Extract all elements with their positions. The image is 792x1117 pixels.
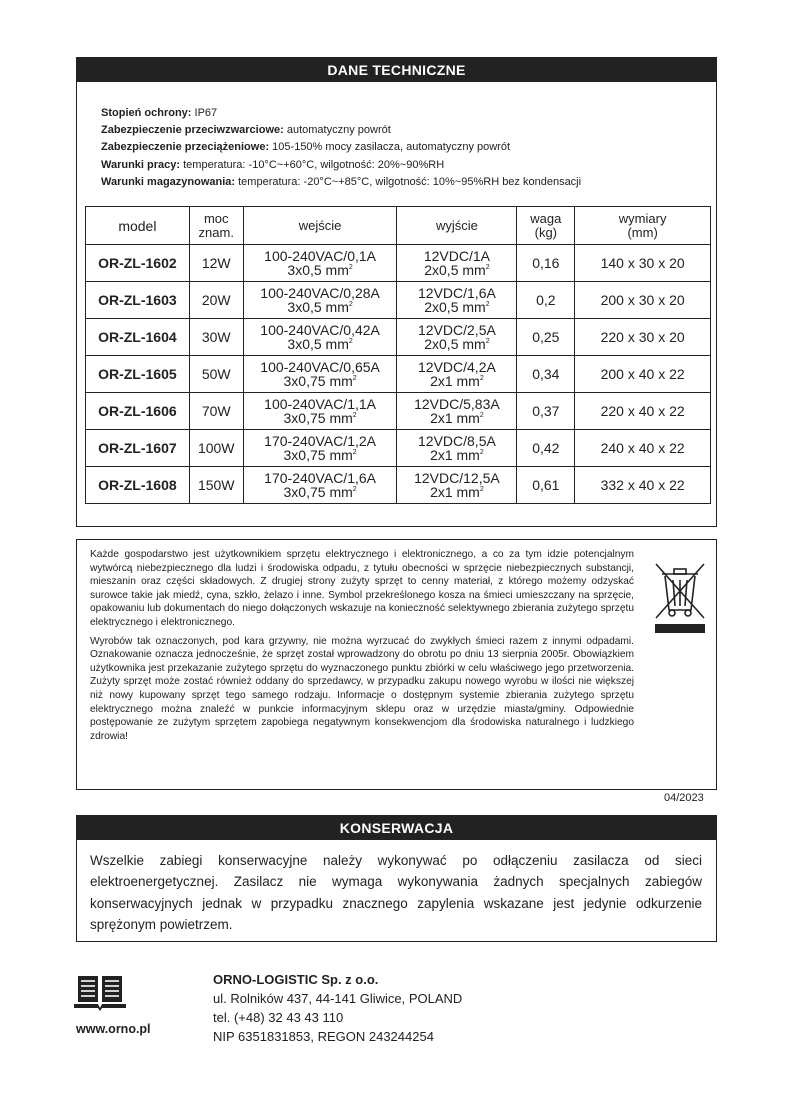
spec-line: Zabezpieczenie przeciążeniowe: 105-150% mocy zasilacza, automatyczny powrót — [101, 141, 511, 154]
cell-input: 100-240VAC/0,65A 3x0,75 $mm^2$ — [243, 356, 397, 393]
cell-model: OR-ZL-1604 — [86, 319, 190, 356]
manual-book-icon — [72, 974, 128, 1012]
maintenance-section — [76, 815, 717, 942]
cell-weight: 0,25 — [517, 319, 575, 356]
cell-input: 100-240VAC/0,28A 3x0,5 $mm^2$ — [243, 282, 397, 319]
weee-paragraph: Każde gospodarstwo jest użytkownikiem sprzętu elektrycznego i elektronicznego, a co za tym idzie potencjalnym wytwórcą niebezpiecznego dla ludzi i środowiska odpadu, z tytułu obecności w sprzęcie niebezpiecznych substancji, mieszanin oraz części składowych. Z drugiej strony zużyty sprzęt to cenny materiał, z którego możemy odzyskać surowce takie jak miedź, cyna, szkło, żelazo i inne. Symbol przekreślonego kosza na śmieci umieszczany na sprzęcie, opakowaniu lub dokumentach do niego dołączonych wskazuje na konieczność selektywnego zbierania zużytego sprzętu elektrycznego i elektronicznego. — [90, 549, 634, 628]
table-row — [86, 356, 711, 393]
cell-weight: 0,37 — [517, 393, 575, 430]
cell-input: 170-240VAC/1,2A 3x0,75 $mm^2$ — [243, 430, 397, 467]
table-header-row — [86, 207, 711, 245]
cell-power: 50W — [189, 356, 243, 393]
technical-data-section — [76, 57, 717, 527]
col-header-weight: waga (kg) — [517, 207, 575, 245]
cell-power: 12W — [189, 245, 243, 282]
cell-input: 100-240VAC/1,1A 3x0,75 $mm^2$ — [243, 393, 397, 430]
cell-output: 12VDC/1,6A 2x0,5 $mm^2$ — [397, 282, 517, 319]
cell-weight: 0,42 — [517, 430, 575, 467]
cell-model: OR-ZL-1603 — [86, 282, 190, 319]
table-row — [86, 245, 711, 282]
cell-power: 100W — [189, 430, 243, 467]
document-date: 04/2023 — [664, 792, 704, 804]
table-row — [86, 282, 711, 319]
table-row — [86, 319, 711, 356]
cell-output: 12VDC/4,2A 2x1 $mm^2$ — [397, 356, 517, 393]
spec-line: Zabezpieczenie przeciwzwarciowe: automatyczny powrót — [101, 124, 391, 137]
cell-model: OR-ZL-1607 — [86, 430, 190, 467]
cell-dimensions: 220 x 30 x 20 — [575, 319, 711, 356]
col-header-model: model — [86, 207, 190, 245]
website-link[interactable]: www.orno.pl — [76, 1022, 151, 1036]
cell-input: 100-240VAC/0,42A 3x0,5 $mm^2$ — [243, 319, 397, 356]
cell-output: 12VDC/1A 2x0,5 $mm^2$ — [397, 245, 517, 282]
spec-line: Stopień ochrony: IP67 — [101, 107, 218, 119]
cell-model: OR-ZL-1605 — [86, 356, 190, 393]
cell-power: 30W — [189, 319, 243, 356]
cell-power: 150W — [189, 467, 243, 504]
spec-line: Warunki pracy: temperatura: -10°C~+60°C, wilgotność: 20%~90%RH — [101, 158, 445, 171]
tax-ids: NIP 6351831853, REGON 243244254 — [213, 1029, 434, 1044]
table-row — [86, 467, 711, 504]
cell-dimensions: 240 x 40 x 22 — [575, 430, 711, 467]
col-header-dimensions: wymiary (mm) — [575, 207, 711, 245]
weee-notice-section — [76, 539, 717, 790]
models-table — [85, 206, 711, 504]
cell-power: 20W — [189, 282, 243, 319]
technical-data-title: DANE TECHNICZNE — [77, 58, 716, 82]
company-address — [213, 970, 462, 1046]
col-header-input: wejście — [243, 207, 397, 245]
crossed-bin-icon — [652, 560, 708, 640]
maintenance-text: Wszelkie zabiegi konserwacyjne należy wykonywać po odłączeniu zasilacza od sieci elektroenergetycznej. Zasilacz nie wymaga wykonywania żadnych specjalnych zabiegów konserwacyjnych jednak w przypadku znacznego zapylenia wskazane jest jedynie odkurzenie sprężonym powietrzem. — [90, 853, 702, 933]
cell-dimensions: 200 x 30 x 20 — [575, 282, 711, 319]
cell-power: 70W — [189, 393, 243, 430]
cell-weight: 0,34 — [517, 356, 575, 393]
cell-output: 12VDC/8,5A 2x1 $mm^2$ — [397, 430, 517, 467]
weee-paragraph: Wyrobów tak oznaczonych, pod kara grzywny, nie można wyrzucać do zwykłych śmieci razem z innymi odpadami. Oznakowanie oznacza jednocześnie, że sprzęt został wprowadzony do obrotu po dniu 13 sierpnia 2005r. Obowiązkiem użytkownika jest przekazanie zużytego sprzętu do wyznaczonego punktu zbiórki w celu właściwego jego przetworzenia. Zużyty sprzęt może zostać również oddany do sprzedawcy, w przypadku zakupu nowego wyrobu w ilości nie większej niż nowy kupowany sprzęt tego samego rodzaju. Informacje o dostępnym systemie zbierania zużytego sprzętu elektrycznego można znaleźć w punkcie informacyjnym sklepu oraz w urzędzie miasta/gminy. Odpowiednie postępowanie ze zużytym sprzętem zapobiega negatywnym konsekwencjom dla środowiska naturalnego i ludzkiego zdrowia! — [90, 635, 634, 742]
cell-dimensions: 332 x 40 x 22 — [575, 467, 711, 504]
table-row — [86, 430, 711, 467]
cell-weight: 0,2 — [517, 282, 575, 319]
weee-notice-text — [90, 548, 634, 748]
spec-line: Warunki magazynowania: temperatura: -20°C~+85°C, wilgotność: 10%~95%RH bez kondensacji — [101, 175, 582, 188]
phone-number: tel. (+48) 32 43 43 110 — [213, 1010, 344, 1025]
cell-output: 12VDC/5,83A 2x1 $mm^2$ — [397, 393, 517, 430]
col-header-power: moc znam. — [189, 207, 243, 245]
cell-weight: 0,16 — [517, 245, 575, 282]
company-name: ORNO-LOGISTIC Sp. z o.o. — [213, 972, 379, 987]
street-address: ul. Rolników 437, 44-141 Gliwice, POLAND — [213, 991, 463, 1006]
col-header-output: wyjście — [397, 207, 517, 245]
cell-dimensions: 140 x 30 x 20 — [575, 245, 711, 282]
specs-list — [101, 105, 581, 191]
cell-dimensions: 220 x 40 x 22 — [575, 393, 711, 430]
maintenance-title: KONSERWACJA — [77, 816, 716, 840]
cell-weight: 0,61 — [517, 467, 575, 504]
cell-input: 170-240VAC/1,6A 3x0,75 $mm^2$ — [243, 467, 397, 504]
cell-model: OR-ZL-1608 — [86, 467, 190, 504]
cell-input: 100-240VAC/0,1A 3x0,5 $mm^2$ — [243, 245, 397, 282]
cell-model: OR-ZL-1606 — [86, 393, 190, 430]
cell-output: 12VDC/2,5A 2x0,5 $mm^2$ — [397, 319, 517, 356]
cell-model: OR-ZL-1602 — [86, 245, 190, 282]
cell-output: 12VDC/12,5A 2x1 $mm^2$ — [397, 467, 517, 504]
table-row — [86, 393, 711, 430]
cell-dimensions: 200 x 40 x 22 — [575, 356, 711, 393]
